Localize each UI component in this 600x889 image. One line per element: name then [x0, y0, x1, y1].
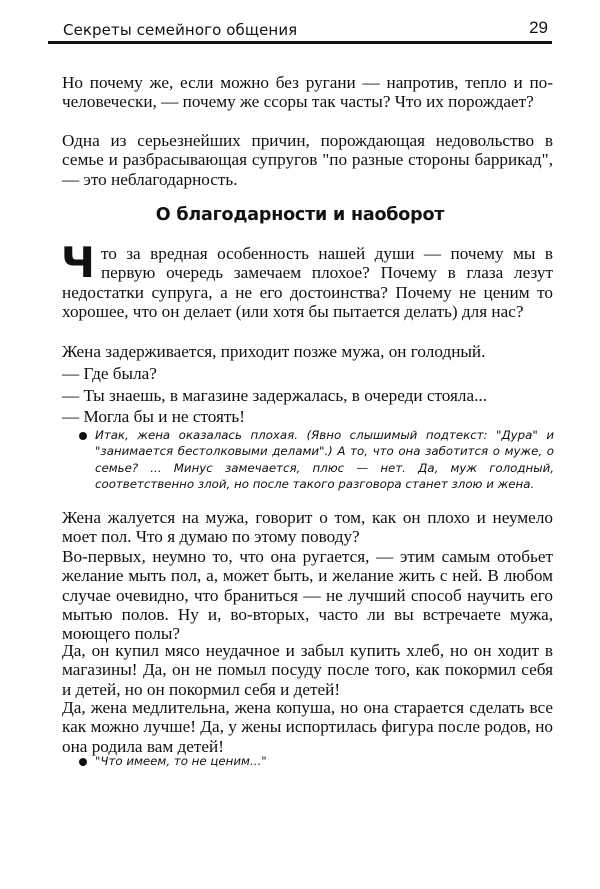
paragraph-7-text: Да, он купил мясо неудачное и забыл купить хлеб, но он ходит в магазины! Да, он не помыл посуду после того, как покормил себя и детей, но он покормил себя и детей! — [62, 641, 553, 699]
paragraph-4-text: Жена задерживается, приходит позже мужа, он голодный. — [62, 342, 486, 361]
note-1-text: Итак, жена оказалась плохая. (Явно слышимый подтекст: "Дура" и "занимается бестолковыми делами".) А то, что она заботится о муже, о семье? ... Минус замечается, плюс — нет. Да, муж голодный, соответственно злой, но после такого разговора станет злою и жена. — [95, 428, 554, 492]
note-1 — [80, 427, 554, 493]
dialogue-line-3-text: — Могла бы и не стоять! — [62, 407, 245, 426]
paragraph-6-text: Во-первых, неумно то, что она ругается, — этим самым отобьет желание мыть пол, а, может быть, и желание жить с ней. В любом случае очевидно, что браниться — не лучший способ научить его мытью полов. Ну и, во-вторых, часто ли вы встречаете мужа, моющего полы? — [62, 547, 553, 644]
paragraph-5-text: Жена жалуется на мужа, говорит о том, как он плохо и неумело моет пол. Что я думаю по этому поводу? — [62, 508, 553, 547]
paragraph-3-text: то за вредная особенность нашей души — почему мы в первую очередь замечаем плохое? Почему в глаза лезут недостатки супруга, а не его достоинства? Почему не ценим то хорошее, что он делает (или хотя бы пытается делать) для нас? — [62, 244, 553, 321]
paragraph-2 — [62, 131, 553, 189]
drop-cap: Ч — [61, 238, 95, 287]
paragraph-5 — [62, 508, 553, 547]
bullet-icon — [79, 758, 87, 766]
paragraph-1 — [62, 73, 553, 112]
running-title: Секреты семейного общения — [63, 21, 298, 39]
paragraph-3 — [61, 238, 553, 321]
section-heading: О благодарности и наоборот — [155, 205, 445, 225]
dialogue-line-1-text: — Где была? — [62, 364, 157, 383]
paragraph-7 — [62, 641, 553, 699]
dialogue-line-3 — [62, 407, 553, 426]
page-number: 29 — [529, 18, 548, 37]
paragraph-8-text: Да, жена медлительна, жена копуша, но она старается сделать все как можно лучше! Да, у жены испортилась фигура после родов, но она родила вам детей! — [62, 698, 553, 756]
page-header — [48, 18, 552, 44]
dialogue-line-2 — [62, 386, 553, 405]
note-2-text: "Что имеем, то не ценим..." — [95, 754, 267, 768]
bullet-icon — [79, 432, 87, 440]
paragraph-1-text: Но почему же, если можно без ругани — напротив, тепло и по-человечески, — почему же ссоры так часты? Что их порождает? — [62, 73, 553, 112]
dialogue-line-1 — [62, 364, 553, 383]
note-2 — [80, 753, 554, 769]
paragraph-2-text: Одна из серьезнейших причин, порождающая недовольство в семье и разбрасывающая супругов "по разные стороны баррикад", — это неблагодарность. — [62, 131, 553, 189]
header-rule — [48, 41, 552, 44]
paragraph-8 — [62, 698, 553, 756]
dialogue-line-2-text: — Ты знаешь, в магазине задержалась, в очереди стояла... — [62, 386, 488, 405]
paragraph-4 — [62, 342, 553, 361]
paragraph-6 — [62, 547, 553, 643]
